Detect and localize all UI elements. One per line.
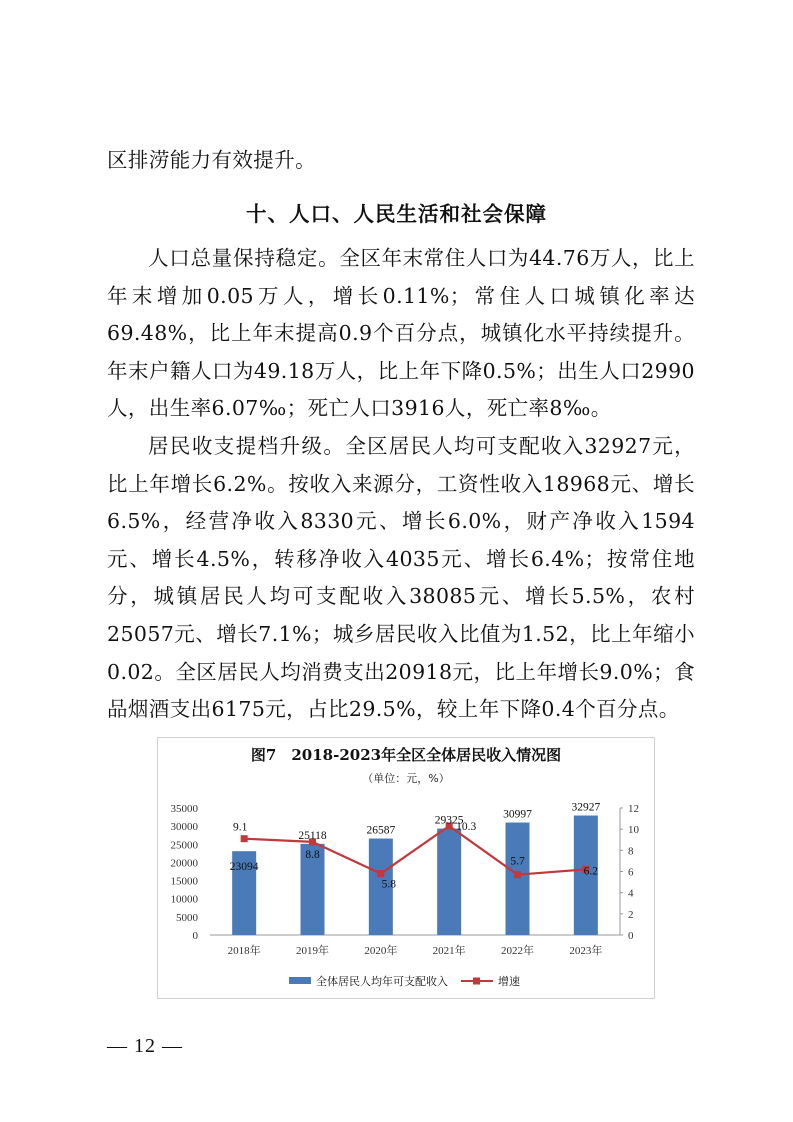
legend-line-marker [473, 978, 480, 985]
chart-subtitle: （单位：元，%） [362, 772, 450, 785]
growth-data-label: 10.3 [456, 820, 477, 833]
growth-data-label: 6.2 [583, 865, 599, 878]
page-number: — 12 — [107, 1035, 183, 1057]
x-tick-label: 2021年 [432, 945, 466, 957]
y-left-tick-label: 20000 [170, 857, 198, 870]
paragraph-income [107, 428, 695, 729]
growth-marker [241, 835, 248, 842]
y-left-tick-label: 25000 [170, 839, 198, 852]
paragraph-lead: 居民收支提档升级。 [148, 434, 346, 458]
income-data-label: 25118 [298, 829, 327, 842]
income-bar [506, 823, 530, 935]
income-data-label: 29325 [434, 814, 464, 827]
y-left-tick-label: 0 [192, 930, 198, 942]
legend-growth-label: 增速 [498, 975, 520, 988]
growth-data-label: 5.8 [381, 878, 397, 891]
income-data-label: 26587 [366, 824, 396, 837]
section-heading: 十、人口、人民生活和社会保障 [246, 202, 547, 226]
x-tick-label: 2018年 [227, 945, 261, 957]
y-right-tick-label: 4 [628, 887, 634, 900]
paragraph-population [107, 240, 695, 428]
y-left-tick-label: 35000 [170, 803, 198, 815]
y-right-tick-label: 0 [628, 930, 634, 942]
x-tick-label: 2023年 [569, 945, 603, 957]
income-data-label: 32927 [571, 801, 601, 814]
paragraph-body: 全区年末常住人口为44.76万人，比上年末增加0.05万人，增长0.11%；常住人口城镇化率达69.48%，比上年末提高0.9个百分点，城镇化水平持续提升。年末户籍人口为49.18万人，比上年下降0.5%；出生人口2990人，出生率6.07‰；死亡人口3916人，死亡率8‰。 [107, 246, 695, 421]
y-right-tick-label: 2 [628, 908, 634, 921]
income-bar [437, 829, 461, 935]
y-right-tick-label: 12 [628, 803, 639, 815]
growth-marker [514, 871, 521, 878]
y-left-tick-label: 30000 [170, 821, 198, 834]
income-data-label: 30997 [503, 808, 532, 821]
growth-data-label: 9.1 [232, 821, 248, 834]
x-tick-label: 2020年 [364, 945, 398, 957]
y-right-tick-label: 8 [628, 845, 634, 858]
x-tick-label: 2019年 [296, 945, 329, 957]
growth-line [244, 826, 586, 875]
growth-marker [377, 870, 384, 877]
income-data-label: 23094 [229, 861, 259, 874]
chart-title: 图7 2018-2023年全区全体居民收入情况图 [250, 746, 562, 764]
y-left-tick-label: 10000 [170, 893, 198, 906]
x-tick-label: 2022年 [501, 945, 534, 957]
y-right-tick-label: 6 [628, 866, 634, 879]
legend-bar-swatch [289, 977, 311, 984]
growth-data-label: 8.8 [305, 848, 320, 861]
paragraph-body: 全区居民人均可支配收入32927元，比上年增长6.2%。按收入来源分，工资性收入18968元、增长6.5%，经营净收入8330元、增长6.0%，财产净收入1594元、增长4.5%，转移净收入4035元、增长6.4%；按常住地分，城镇居民人均可支配收入38085元、增长5.5%，农村25057元、增长7.1%；城乡居民收入比值为1.52，比上年缩小0.02。全区居民人均消费支出20918元，比上年增长9.0%；食品烟酒支出6175元，占比29.5%，较上年下降0.4个百分点。 [107, 434, 695, 722]
legend-income-label: 全体居民人均年可支配收入 [316, 975, 448, 988]
growth-data-label: 5.7 [510, 855, 525, 868]
y-left-tick-label: 15000 [170, 875, 198, 888]
chart-canvas [158, 738, 654, 998]
income-chart [157, 737, 655, 999]
y-left-tick-label: 5000 [176, 911, 198, 924]
paragraph-lead: 人口总量保持稳定。 [148, 246, 340, 270]
continuation-text: 区排涝能力有效提升。 [107, 148, 316, 172]
y-right-tick-label: 10 [628, 824, 639, 837]
